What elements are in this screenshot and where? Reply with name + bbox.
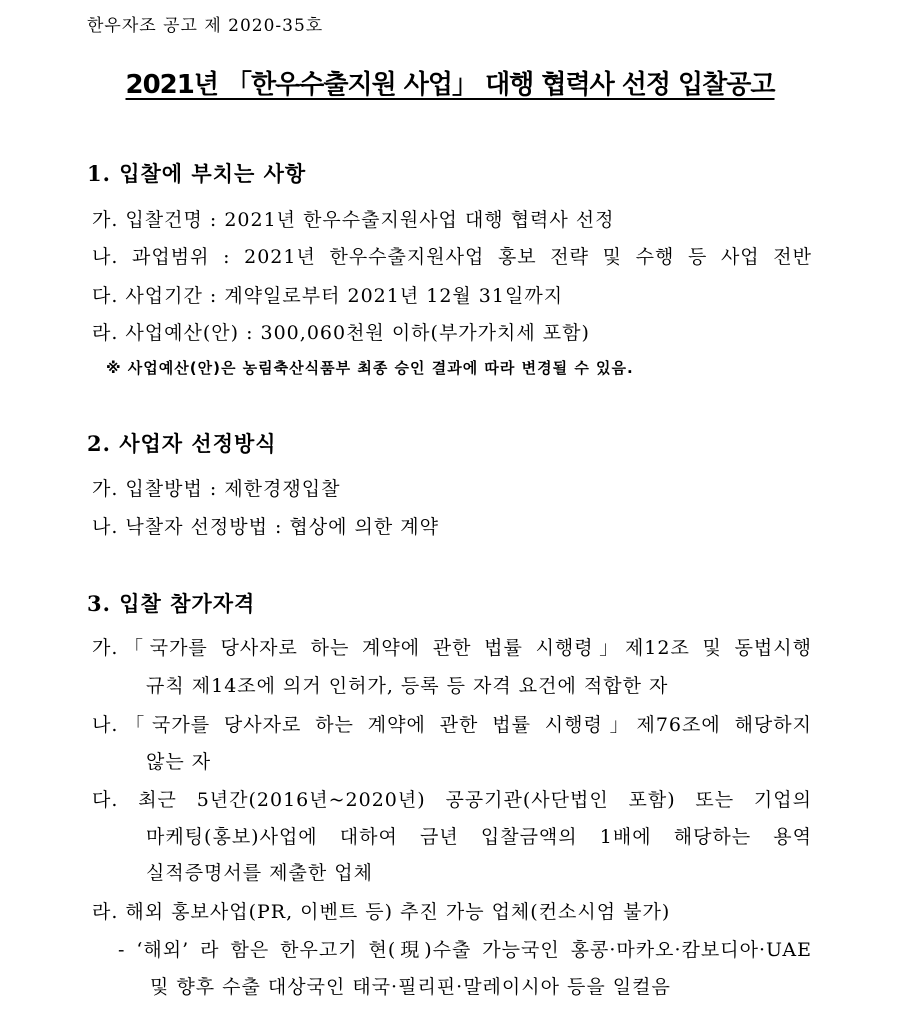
section-3-item-ga: 가.「국가를 당사자로 하는 계약에 관한 법률 시행령」제12조 및 동법시행 [92, 637, 812, 659]
section-1-item-ga: 가. 입찰건명 : 2021년 한우수출지원사업 대행 협력사 선정 [92, 209, 615, 231]
section-3-item-ga-cont: 규칙 제14조에 의거 인허가, 등록 등 자격 요건에 적합한 자 [146, 675, 669, 697]
section-3-item-na: 나.「국가를 당사자로 하는 계약에 관한 법률 시행령」제76조에 해당하지 [92, 714, 812, 736]
section-3-item-ra: 라. 해외 홍보사업(PR, 이벤트 등) 추진 가능 업체(컨소시엄 불가) [92, 901, 671, 923]
notice-number: 한우자조 공고 제 2020-35호 [87, 16, 324, 36]
section-1-item-ra: 라. 사업예산(안) : 300,060천원 이하(부가가치세 포함) [92, 322, 590, 344]
section-3-item-da-cont-1: 마케팅(홍보)사업에 대하여 금년 입찰금액의 1배에 해당하는 용역 [146, 826, 812, 848]
section-1-item-na: 나. 과업범위 : 2021년 한우수출지원사업 홍보 전략 및 수행 등 사업 전반 [92, 246, 812, 268]
section-3-overseas-note-cont: 및 향후 수출 대상국인 태국·필리핀·말레이시아 등을 일컬음 [150, 976, 671, 998]
section-2-heading: 2. 사업자 선정방식 [87, 431, 277, 456]
section-3-item-na-cont: 않는 자 [146, 751, 212, 773]
budget-note: ※ 사업예산(안)은 농림축산식품부 최종 승인 결과에 따라 변경될 수 있음. [106, 359, 634, 377]
section-3-overseas-note: - ‘해외’ 라 함은 한우고기 현(現)수출 가능국인 홍콩·마카오·캄보디아·UAE [118, 939, 812, 961]
section-3-item-da: 다. 최근 5년간(2016년~2020년) 공공기관(사단법인 포함) 또는 기업의 [92, 789, 812, 811]
section-3-item-da-cont-2: 실적증명서를 제출한 업체 [146, 862, 373, 884]
section-1-heading: 1. 입찰에 부치는 사항 [87, 161, 307, 186]
section-2-item-ga: 가. 입찰방법 : 제한경쟁입찰 [92, 478, 341, 500]
section-1-item-da: 다. 사업기간 : 계약일로부터 2021년 12월 31일까지 [92, 285, 564, 307]
document-title: 2021년 「한우수출지원 사업」 대행 협력사 선정 입찰공고 [125, 70, 775, 100]
section-3-heading: 3. 입찰 참가자격 [87, 591, 256, 616]
section-2-item-na: 나. 낙찰자 선정방법 : 협상에 의한 계약 [92, 516, 439, 538]
